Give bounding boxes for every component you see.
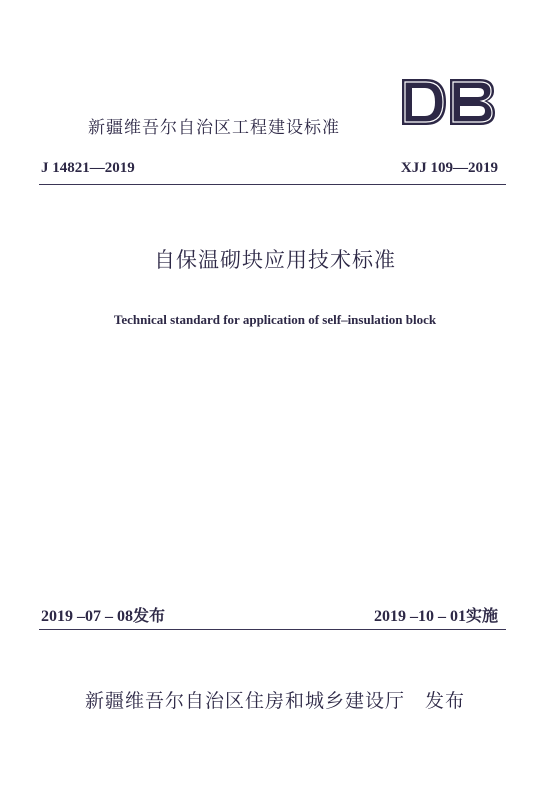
effective-date: 2019 –10 – 01实施 <box>373 608 498 625</box>
standard-code-left: J 14821—2019 <box>41 160 135 176</box>
db-logo-letter-b <box>450 79 495 125</box>
db-logo-letter-d <box>402 79 446 125</box>
series-title: 新疆维吾尔自治区工程建设标准 <box>88 118 340 138</box>
bottom-divider <box>39 629 506 630</box>
standard-code-right: XJJ 109—2019 <box>400 160 498 176</box>
top-divider <box>39 184 506 185</box>
publisher: 新疆维吾尔自治区住房和城乡建设厅 发布 <box>84 690 465 712</box>
issue-date: 2019 –07 – 08发布 <box>41 608 166 625</box>
document-title-zh: 自保温砌块应用技术标准 <box>154 248 396 272</box>
document-title-en: Technical standard for application of self–insulation block <box>113 312 437 327</box>
db-logo <box>398 76 498 128</box>
